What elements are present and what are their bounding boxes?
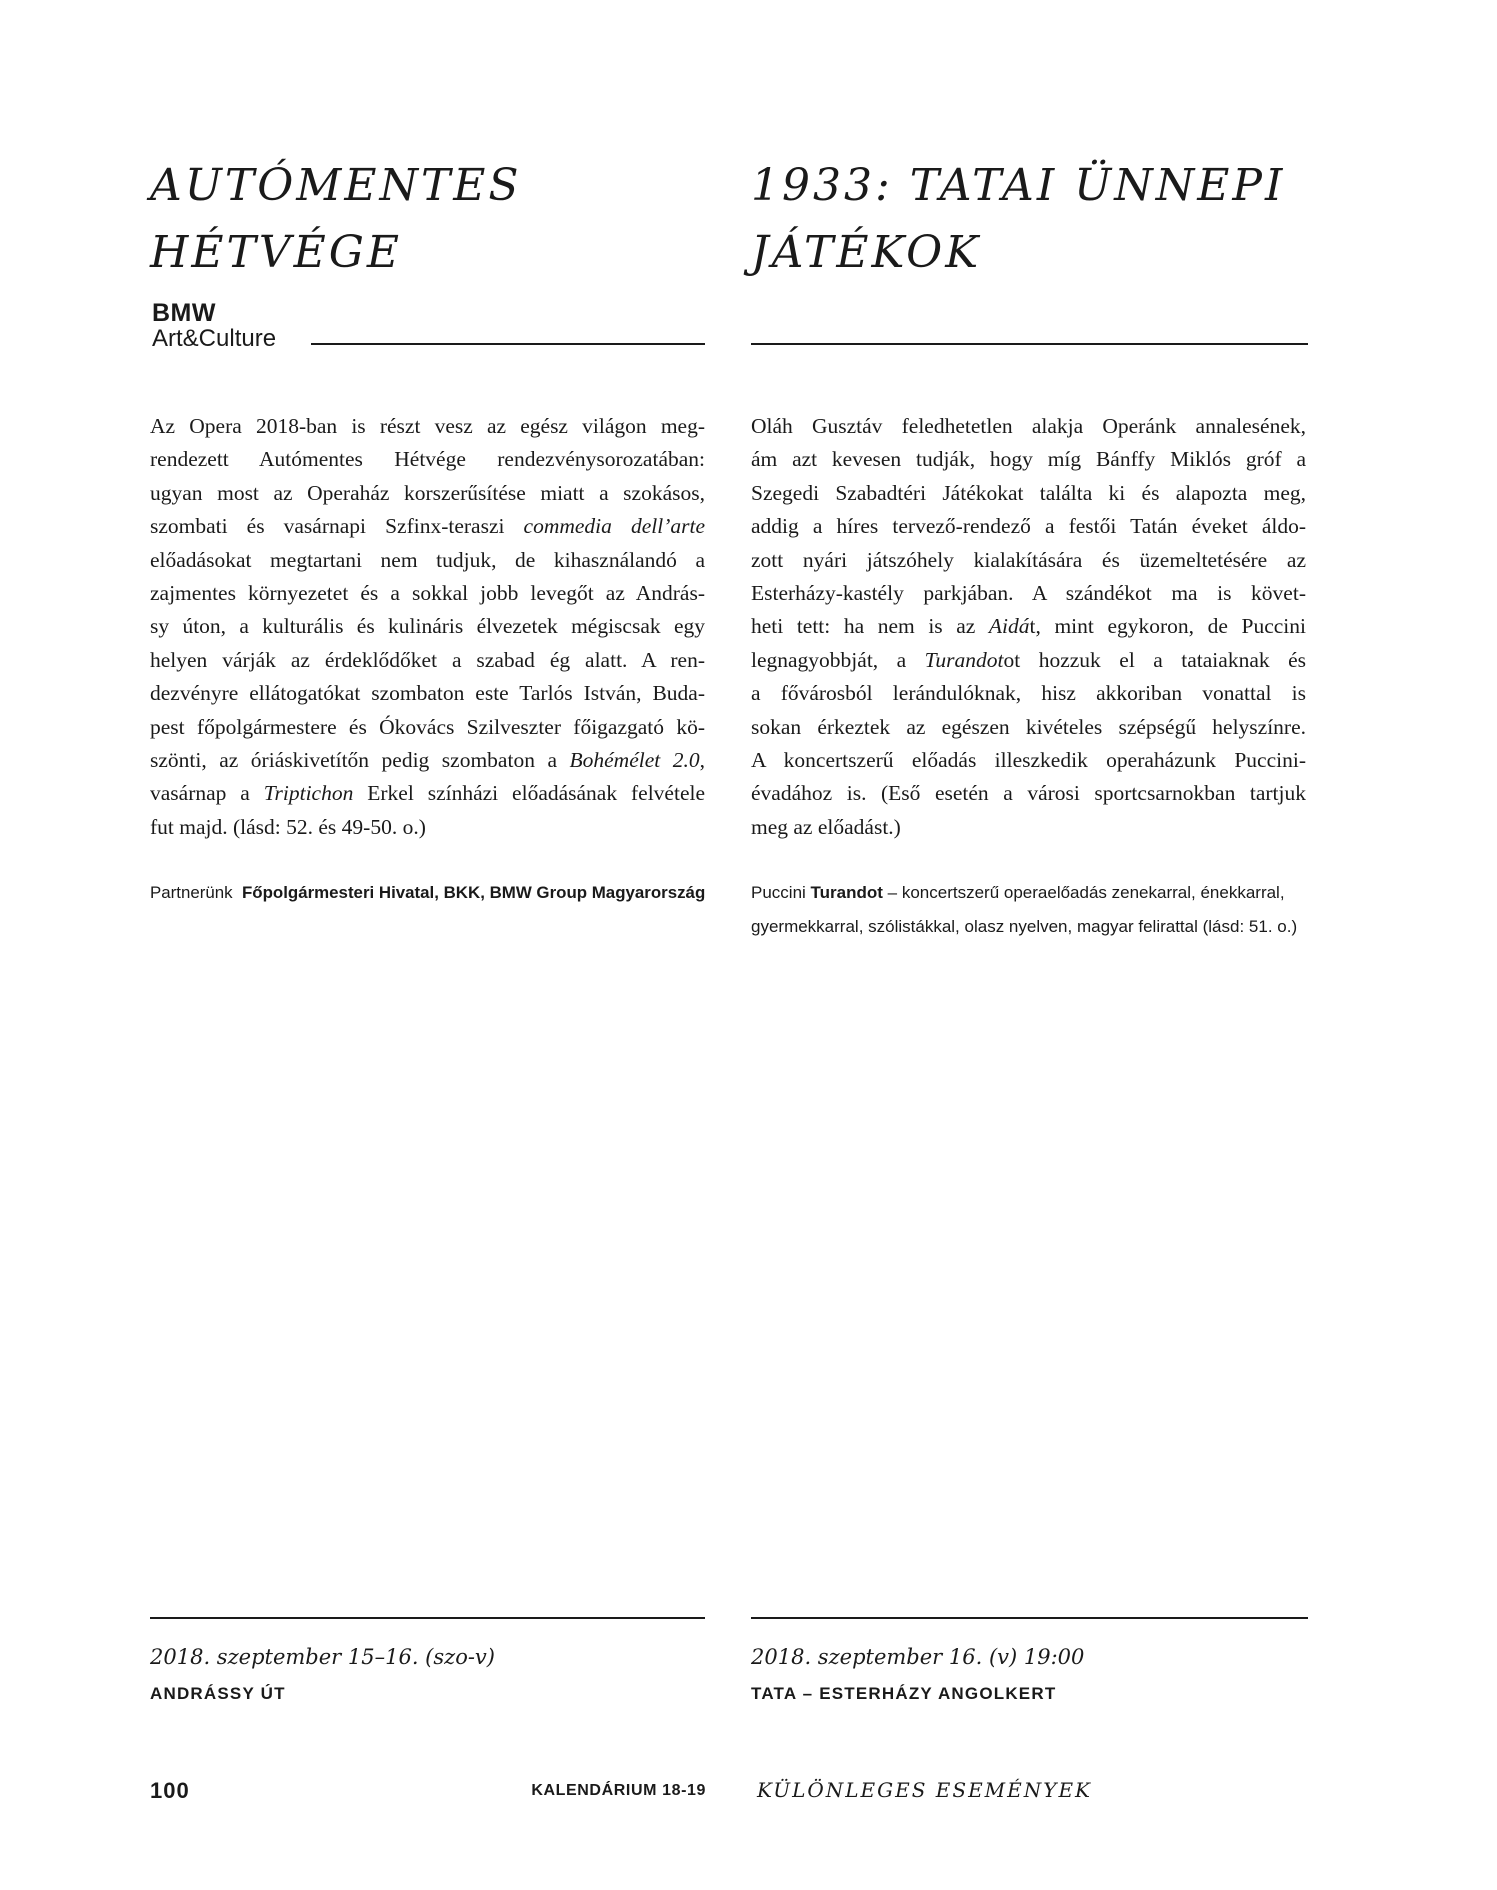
credit-line	[150, 876, 706, 910]
body-line	[150, 510, 705, 543]
body-text-run: heti tett: ha nem is az	[751, 614, 989, 639]
body-line: pest főpolgármestere és Ókovács Szilveszter főigazgató kö-	[150, 714, 705, 739]
left-article	[150, 0, 705, 1890]
body-line	[150, 744, 705, 777]
logo-brand: BMW	[152, 299, 216, 327]
body-italic-run: Triptichon	[263, 781, 354, 806]
body-text-run: vasárnap a	[150, 781, 264, 806]
body-italic-run: commedia dell’arte	[523, 514, 705, 539]
credit-description: – koncertszerű operaelőadás zenekarral, énekkarral,	[882, 883, 1285, 902]
body-line: sokan érkeztek az egészen kivételes szépségű helyszínre.	[751, 714, 1306, 739]
body-line: fut majd. (lásd: 52. és 49-50. o.)	[150, 814, 426, 839]
title-line: AUTÓMENTES	[150, 160, 522, 211]
body-line	[751, 644, 1306, 677]
credit-composer: Puccini	[751, 883, 806, 902]
body-line: rendezett Autómentes Hétvége rendezvénysorozatában:	[150, 447, 705, 472]
credit-line: gyermekkarral, szólistákkal, olasz nyelven, magyar felirattal (lásd: 51. o.)	[751, 917, 1298, 936]
body-text-run: szombati és vasárnapi Szfinx-teraszi	[150, 514, 524, 539]
info-rule	[751, 1617, 1308, 1619]
body-line: Esterházy-kastély parkjában. A szándékot ma is követ-	[751, 581, 1306, 606]
body-italic-run: Aidá	[988, 614, 1030, 639]
body-text-run: szönti, az óriáskivetítőn pedig szombaton a	[150, 748, 570, 773]
left-article-title	[150, 152, 705, 286]
credit-partners: Főpolgármesteri Hivatal, BKK, BMW Group Magyarország	[241, 883, 706, 902]
body-line: addig a híres tervező-rendező a festői Tatán éveket áldo-	[751, 514, 1306, 539]
right-article-body	[751, 410, 1306, 844]
title-rule	[751, 343, 1308, 345]
left-article-body	[150, 410, 705, 844]
body-text-run: Erkel színházi előadásának felvétele	[353, 781, 705, 806]
credit-work: Turandot	[810, 883, 883, 902]
body-line: zott nyári játszóhely kialakítására és üzemeltetésére az	[751, 547, 1306, 572]
right-article	[751, 0, 1306, 1890]
body-text-run: legnagyobbját, a	[751, 647, 925, 672]
title-line: 1933: TATAI ÜNNEPI	[751, 160, 1286, 211]
body-line: Oláh Gusztáv feledhetetlen alakja Operánk annalesének,	[751, 414, 1306, 438]
credit-line	[751, 876, 1306, 910]
left-partner-credit	[150, 876, 705, 910]
event-venue: TATA – ESTERHÁZY ANGOLKERT	[751, 1684, 1057, 1703]
bmw-art-culture-logo	[152, 300, 276, 352]
body-italic-run: Turandot	[924, 647, 1004, 672]
body-line: ugyan most az Operaház korszerűsítése miatt a szokásos,	[150, 480, 705, 505]
body-line: meg az előadást.)	[751, 814, 901, 839]
title-line: JÁTÉKOK	[751, 227, 982, 278]
body-line: dezvényre ellátogatókat szombaton este Tarlós István, Buda-	[150, 681, 705, 706]
section-name: KÜLÖNLEGES ESEMÉNYEK	[757, 1778, 1092, 1802]
title-rule	[311, 343, 705, 345]
body-line: előadásokat megtartani nem tudjuk, de kihasználandó a	[150, 547, 705, 572]
body-line: évadához is. (Eső esetén a városi sportcsarnokban tartjuk	[751, 781, 1306, 806]
page-number: 100	[150, 1778, 190, 1803]
body-line: helyen várják az érdeklődőket a szabad ég alatt. A ren-	[150, 647, 705, 672]
body-line: A koncertszerű előadás illeszkedik operaházunk Puccini-	[751, 748, 1306, 773]
body-line: Az Opera 2018-ban is részt vesz az egész világon meg-	[150, 414, 705, 438]
body-line	[751, 610, 1306, 643]
body-line: zajmentes környezetet és a sokkal jobb levegőt az András-	[150, 581, 705, 606]
credit-label: Partnerünk	[150, 883, 233, 902]
body-line: Szegedi Szabadtéri Játékokat találta ki és alapozta meg,	[751, 480, 1306, 505]
logo-program: Art&Culture	[152, 325, 277, 352]
body-text-run: ,	[699, 748, 705, 773]
right-article-title	[751, 152, 1306, 286]
body-text-run: t, mint egykoron, de Puccini	[1029, 614, 1306, 639]
title-line: HÉTVÉGE	[150, 227, 402, 278]
event-date: 2018. szeptember 15–16. (szo-v)	[150, 1645, 495, 1669]
right-performance-credit	[751, 876, 1306, 944]
event-date: 2018. szeptember 16. (v) 19:00	[751, 1645, 1085, 1669]
body-text-run: ot hozzuk el a tataiaknak és	[1003, 647, 1306, 672]
event-venue: ANDRÁSSY ÚT	[150, 1684, 286, 1703]
body-line: ám azt kevesen tudják, hogy míg Bánffy Miklós gróf a	[751, 447, 1306, 472]
publication-name: KALENDÁRIUM 18-19	[531, 1782, 706, 1799]
info-rule	[150, 1617, 705, 1619]
body-line	[150, 777, 705, 810]
body-line: sy úton, a kulturális és kulináris élvezetek mégiscsak egy	[150, 614, 705, 639]
body-italic-run: Bohémélet 2.0	[569, 748, 700, 773]
body-line: a fővárosból lerándulóknak, hisz akkoriban vonattal is	[751, 681, 1306, 706]
